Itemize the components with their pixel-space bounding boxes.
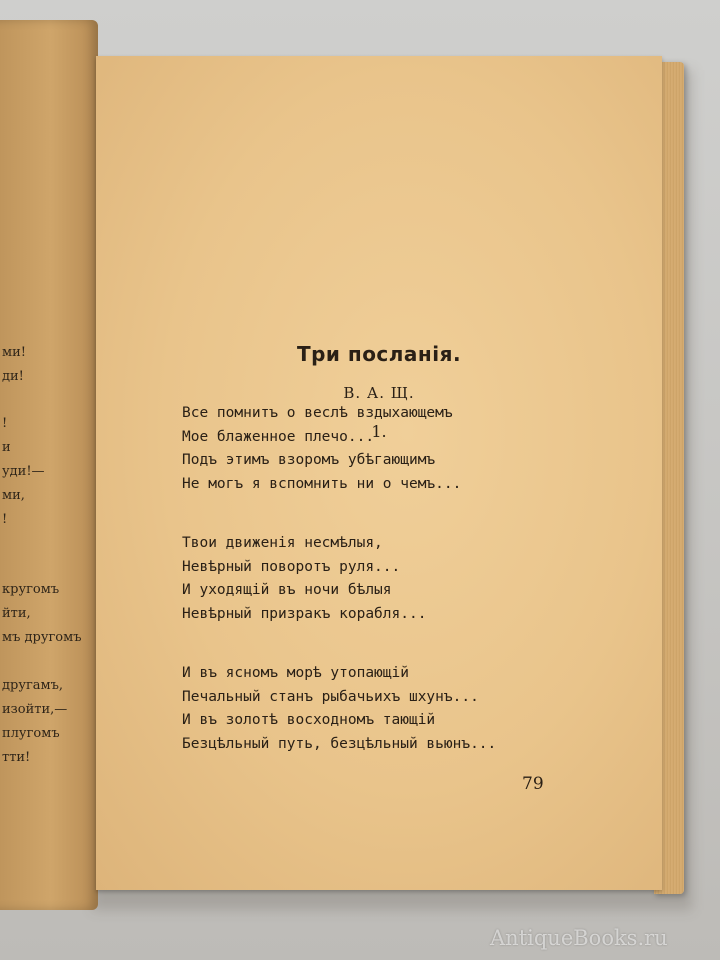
poem-title: Три посланія. bbox=[296, 342, 462, 366]
verse-line: Безцѣльный путь, безцѣльный вьюнъ... bbox=[182, 735, 497, 752]
left-fragment: и bbox=[2, 440, 11, 455]
verse-line: Мое блаженное плечо... bbox=[182, 428, 375, 445]
book-page bbox=[96, 56, 662, 890]
verse-line: И уходящій въ ночи бѣлыя bbox=[182, 582, 392, 598]
verse-line: Печальный станъ рыбачьихъ шхунъ... bbox=[182, 688, 479, 705]
left-fragment: ми, bbox=[2, 488, 25, 503]
left-fragment: ди! bbox=[2, 369, 24, 384]
left-fragment: ми! bbox=[2, 345, 27, 360]
verse-line: Не могъ я вспомнить ни о чемъ... bbox=[182, 475, 462, 492]
verse-line: Подъ этимъ взоромъ убѣгающимъ bbox=[182, 452, 436, 468]
verse-line: Невѣрный поворотъ руля... bbox=[182, 558, 401, 575]
stanza-2 bbox=[182, 532, 426, 626]
left-fragment: ! bbox=[2, 416, 8, 431]
watermark: AntiqueBooks.ru bbox=[490, 926, 668, 950]
stanza-1 bbox=[182, 402, 461, 496]
left-fragment: ! bbox=[2, 512, 8, 527]
left-fragment: уди!— bbox=[2, 464, 45, 479]
left-fragment: изойти,— bbox=[2, 702, 68, 717]
page-number: 79 bbox=[522, 774, 544, 794]
verse-line: Все помнитъ о веслѣ вздыхающемъ bbox=[182, 405, 453, 421]
left-fragment: мъ другомъ bbox=[2, 630, 82, 645]
left-fragment: йти, bbox=[2, 606, 31, 621]
verse-line: Невѣрный призракъ корабля... bbox=[182, 605, 427, 622]
stanza-3 bbox=[182, 662, 496, 756]
verse-line: И въ ясномъ морѣ утопающій bbox=[182, 665, 409, 681]
section-number: 1. bbox=[371, 422, 387, 441]
left-fragment: кругомъ bbox=[2, 582, 60, 597]
verse-line: Твои движенія несмѣлыя, bbox=[182, 535, 383, 551]
left-fragment: тти! bbox=[2, 750, 31, 765]
previous-page bbox=[0, 20, 98, 910]
left-fragment: плугомъ bbox=[2, 726, 60, 741]
dedication-initials: В. А. Щ. bbox=[343, 384, 415, 402]
verse-line: И въ золотѣ восходномъ тающій bbox=[182, 712, 436, 728]
left-fragment: другамъ, bbox=[2, 678, 64, 693]
